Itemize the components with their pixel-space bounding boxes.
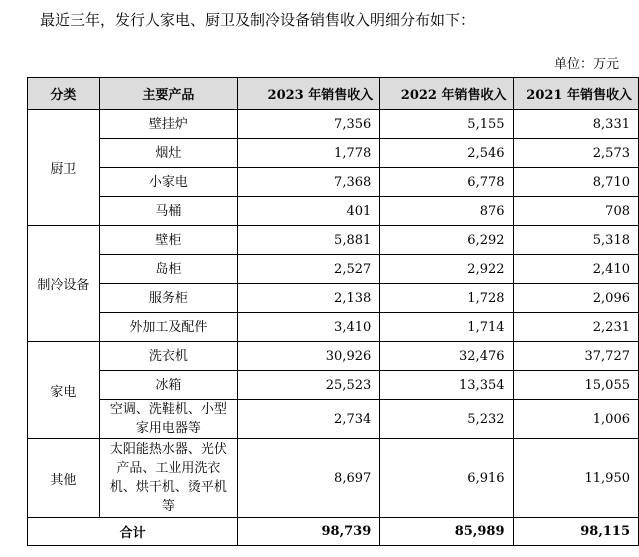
table-row [28, 226, 639, 255]
value-2022: 2,922 [380, 255, 513, 284]
value-2022: 5,155 [380, 110, 513, 139]
value-2022: 6,778 [380, 168, 513, 197]
header-product: 主要产品 [99, 78, 238, 110]
product-cell: 空调、洗鞋机、小型家用电器等 [99, 400, 238, 439]
value-2023: 2,734 [238, 400, 380, 439]
value-2022: 6,916 [380, 439, 513, 518]
total-label: 合计 [28, 518, 238, 546]
value-2023: 7,368 [238, 168, 380, 197]
category-cell: 厨卫 [28, 110, 100, 226]
value-2021: 37,727 [513, 342, 638, 371]
value-2022: 6,292 [380, 226, 513, 255]
value-2021: 708 [513, 197, 638, 226]
value-2022: 1,728 [380, 284, 513, 313]
value-2023: 30,926 [238, 342, 380, 371]
total-2023: 98,739 [238, 518, 380, 546]
table-row [28, 313, 639, 342]
header-2023: 2023 年销售收入 [238, 78, 380, 110]
category-cell: 其他 [28, 439, 100, 518]
value-2023: 1,778 [238, 139, 380, 168]
product-cell: 小家电 [99, 168, 238, 197]
value-2022: 1,714 [380, 313, 513, 342]
value-2022: 13,354 [380, 371, 513, 400]
unit-label: 单位：万元 [553, 57, 619, 72]
category-cell: 家电 [28, 342, 100, 439]
value-2022: 2,546 [380, 139, 513, 168]
value-2023: 401 [238, 197, 380, 226]
value-2022: 876 [380, 197, 513, 226]
table-row [28, 168, 639, 197]
table-row [28, 400, 639, 439]
value-2021: 2,410 [513, 255, 638, 284]
value-2021: 11,950 [513, 439, 638, 518]
table-row [28, 342, 639, 371]
header-category: 分类 [28, 78, 100, 110]
value-2021: 8,710 [513, 168, 638, 197]
value-2021: 15,055 [513, 371, 638, 400]
table-row [28, 110, 639, 139]
value-2021: 2,096 [513, 284, 638, 313]
product-cell: 冰箱 [99, 371, 238, 400]
value-2021: 5,318 [513, 226, 638, 255]
product-cell: 马桶 [99, 197, 238, 226]
product-cell: 烟灶 [99, 139, 238, 168]
sales-table [27, 77, 639, 546]
total-2021: 98,115 [513, 518, 638, 546]
total-2022: 85,989 [380, 518, 513, 546]
product-cell: 服务柜 [99, 284, 238, 313]
intro-paragraph: 最近三年，发行人家电、厨卫及制冷设备销售收入明细分布如下： [40, 11, 476, 29]
product-cell: 太阳能热水器、光伏产品、工业用洗衣机、烘干机、烫平机等 [99, 439, 238, 518]
table-row [28, 255, 639, 284]
value-2022: 32,476 [380, 342, 513, 371]
table-row [28, 439, 639, 518]
header-2021: 2021 年销售收入 [513, 78, 638, 110]
value-2021: 2,231 [513, 313, 638, 342]
product-cell: 壁柜 [99, 226, 238, 255]
header-row [28, 78, 639, 110]
product-cell: 岛柜 [99, 255, 238, 284]
product-cell: 洗衣机 [99, 342, 238, 371]
table-row [28, 284, 639, 313]
table-row [28, 197, 639, 226]
total-row [28, 518, 639, 546]
value-2023: 5,881 [238, 226, 380, 255]
value-2023: 25,523 [238, 371, 380, 400]
value-2023: 7,356 [238, 110, 380, 139]
table-row [28, 371, 639, 400]
value-2023: 2,138 [238, 284, 380, 313]
product-cell: 外加工及配件 [99, 313, 238, 342]
product-cell: 壁挂炉 [99, 110, 238, 139]
category-cell: 制冷设备 [28, 226, 100, 342]
value-2023: 2,527 [238, 255, 380, 284]
value-2022: 5,232 [380, 400, 513, 439]
value-2021: 8,331 [513, 110, 638, 139]
value-2023: 8,697 [238, 439, 380, 518]
value-2021: 1,006 [513, 400, 638, 439]
value-2023: 3,410 [238, 313, 380, 342]
table-row [28, 139, 639, 168]
header-2022: 2022 年销售收入 [380, 78, 513, 110]
value-2021: 2,573 [513, 139, 638, 168]
